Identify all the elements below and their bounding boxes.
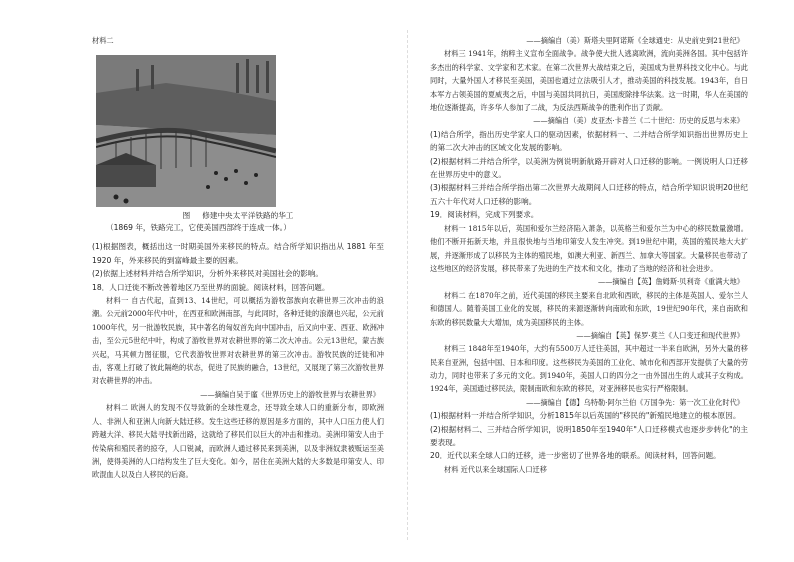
question-r2: (2)根据材料二并结合所学，以美洲为例说明新航路开辟对人口迁移的影响。一例说明人口迁移在世界历史中的意义。 [430,156,748,180]
material-2-text: 材料二 欧洲人的发现不仅导致新的全球性观念，还导致全球人口的重新分布，即欧洲人、非洲人和亚洲人向新大陆迁移。发生这些迁移的原因是多方面的，其中人口压力使人们跨越大洋、移民大陆寻找新出路，这就给了移民们以巨大的冲击和推动。美洲印第安人由于传染病和殖民者的掠夺，人口锐减，而欧洲人通过移民来到美洲，以及非洲奴隶被贩运至美洲，使得美洲的人口结构发生了巨大变化。如今，居住在美洲大陆的大多数是印第安人、印欧混血人以及白人移民的后裔。 [92,403,384,480]
material-19-2-text: 材料二 在1870年之前，近代美国的移民主要来自北欧和西欧，移民的主体是英国人、爱尔兰人和德国人。随着美国工业化的发展，移民的来源逐渐转向南欧和东欧，19世纪90年代，来自南欧和东欧的移民数量大大增加，成为美国移民的主体。 [430,290,748,327]
question-19-1: (1)根据材料一并结合所学知识，分析1815年以后英国的"移民的"新殖民地建立的根本原因。 [430,411,741,421]
photo-caption [92,210,384,222]
right-column [430,34,748,476]
column-divider [407,30,408,540]
material-19-2-source: ——摘编自【英】保罗·莫兰《人口变迁和现代世界》 [576,330,744,340]
left-column [92,34,384,482]
question-1: (1)根据图表，概括出这一时期美国外来移民的特点。结合所学知识指出从 1881 年至 1920 年，外来移民的到富峰最主要的因素。 [92,242,384,265]
material-19-3-text: 材料三 1848年至1940年，大约有5500万人迁往美国，其中超过一半来自欧洲，另外大量的移民来自亚洲，包括中国、日本和印度。这些移民为美国的工业化、城市化和西部开发提供了大量的劳动力，同时也带来了多元的文化。到1940年，美国人口的四分之一由外国出生的人或其子女构成。1924年，美国通过移民法，限制南欧和东欧的移民，对亚洲移民也实行严格限制。 [430,344,748,394]
material2-label: 材料二 [92,36,114,45]
material-3-text: 材料三 1941年，纳粹主义宣布全面战争。战争使大批人逃离欧洲，流向美洲各国。其中包括许多杰出的科学家、文学家和艺术家。在第二次世界大战结束之后，美国成为世界科技文化中心。与此同时，大量外国人才移民至美国，美国也通过立法吸引人才，推动美国的科技发展。1943年，自日本军方占领美国的夏威夷之后，中国与美国共同抗日，美国废除排华法案。这一时期，华人在美国的地位逐渐提高，许多华人参加了二战，为反法西斯战争的胜利作出了贡献。 [430,49,748,113]
material-20-title: 材料 近代以来全球国际人口迁移 [444,464,547,474]
question-18: 18．人口迁徙不断改善着地区乃至世界的面貌。阅读材料，回答问题。 [92,282,330,292]
material-1-source: ——摘编自吴于廑《世界历史上的游牧世界与农耕世界》 [200,389,380,399]
material-19-3-source: ——摘编自【德】乌特勒·阿尔兰伯《万国争先：第一次工业化时代》 [526,397,744,407]
question-r1: (1)结合所学，指出历史学家人口的驱动因素，依据材料一、二并结合所学知识指出世界历史上的第二次大冲击的区域文化发展的影响。 [430,129,748,153]
question-19: 19．阅读材料，完成下列要求。 [430,210,539,220]
caption-fig-label: 图 [182,211,191,221]
source-top: ——摘编自（美）斯塔夫里阿诺斯《全球通史：从史前史到21世纪》 [526,36,744,45]
question-19-2: (2)根据材料二、三并结合所学知识，说明1850年至1940年"人口迁移模式也逐步步转化"的主要表现。 [430,424,748,447]
caption-subtitle: （1869 年，铁路完工，它使美国西部终于连成一体。） [106,223,291,233]
question-2: (2)依据上述材料并结合所学知识，分析外来移民对美国社会的影响。 [92,269,323,279]
question-20: 20．近代以来全球人口的迁移，进一步密切了世界各地的联系。阅读材料，回答问题。 [430,451,721,461]
material-19-1-text: 材料一 1815年以后，英国和爱尔兰经济陷入萧条，以英格兰和爱尔兰为中心的移民数量激增。他们不断开拓新天地，并且很快地与当地印第安人发生冲突。到19世纪中期，英国的殖民地大大扩展，并逐渐形成了以移民为主体的殖民地，如澳大利亚、新西兰、加拿大等国家。大量移民也带动了这些地区的经济发展，移民带来了先进的生产技术和文化，推动了当地的经济和社会进步。 [430,223,748,273]
material-19-1-source: ——摘编自【英】詹姆斯·贝利奇《重满大地》 [597,277,744,287]
railroad-photo [96,55,276,207]
question-r3: (3)根据材料三并结合所学指出第二次世界大战期间人口迁移的特点，结合所学知识说明20世纪五六十年代对人口迁移的影响。 [430,183,748,206]
material-1-text: 材料一 自古代起，直到13、14世纪，可以概括为游牧部族向农耕世界三次冲击的浪潮。公元前2000年代中叶，在西亚和欧洲南部，与此同时，各种迁徙的浪潮也兴起，公元前1000年代，另一批游牧民族，其中著名的匈奴首先向中国冲击，后又向中亚、西亚、欧洲冲击，至公元5世纪中叶，构成了游牧世界对农耕世界的第二次大冲击。公元13世纪，蒙古族兴起，马其顿力图征服，它代表游牧世界对农耕世界的第三次冲击。游牧民族的迁徙和冲击，客观上打破了彼此隔绝的状态，促进了民族的融合，13世纪，又展现了第三次游牧世界对农耕世界的冲击。 [92,296,384,386]
caption-title: 修建中央太平洋铁路的华工 [202,211,294,221]
material-3-source: ——摘编自（美）皮亚杰·卡普兰《二十世纪：历史的反思与未来》 [533,116,744,126]
